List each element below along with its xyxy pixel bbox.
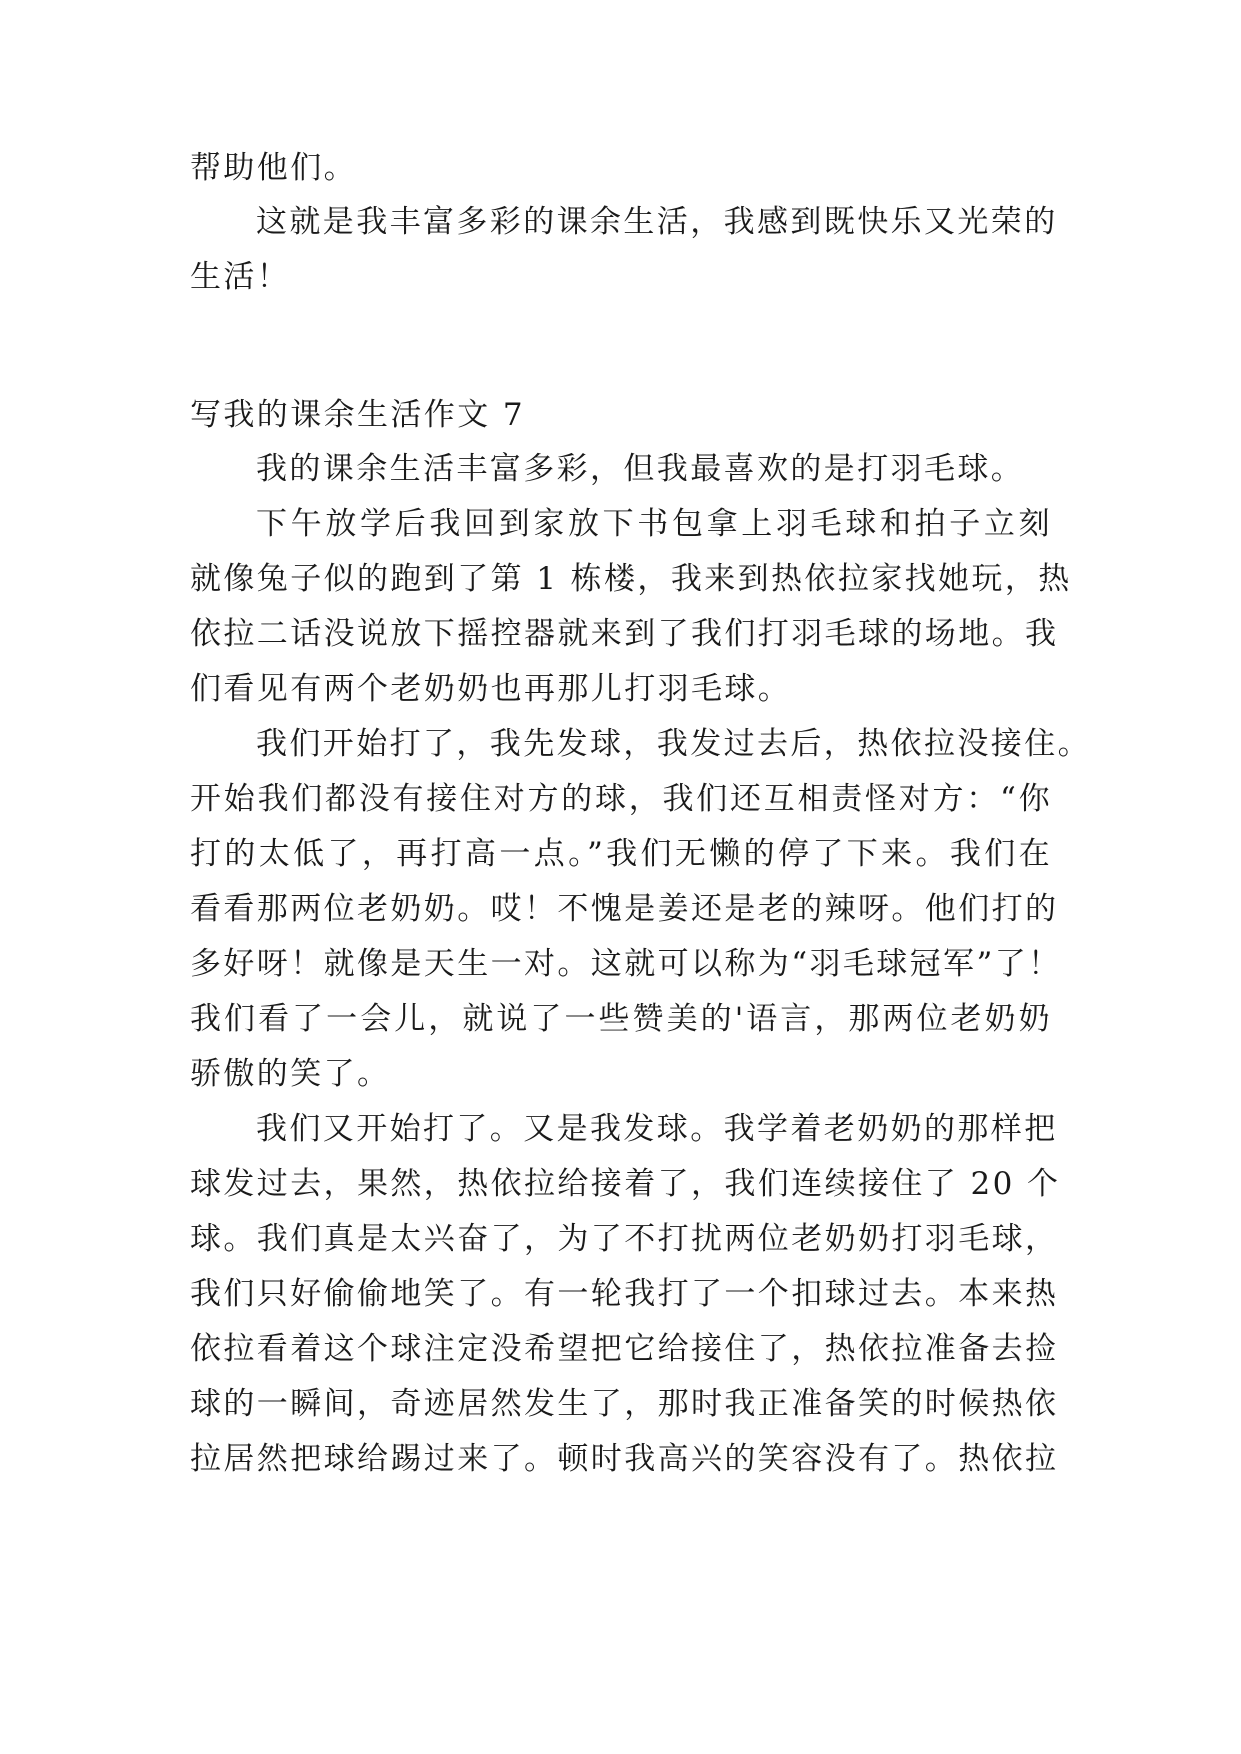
text-line: 打的太低了，再打高一点。”我们无懒的停了下来。我们在 <box>190 836 1052 872</box>
text-line: 们看见有两个老奶奶也再那儿打羽毛球。 <box>190 671 792 707</box>
text-line: 看看那两位老奶奶。哎！不愧是姜还是老的辣呀。他们打的 <box>190 891 1059 927</box>
section-heading: 写我的课余生活作文 7 <box>190 397 525 433</box>
text-line: 球。我们真是太兴奋了，为了不打扰两位老奶奶打羽毛球， <box>190 1221 1059 1257</box>
text-line: 就像兔子似的跑到了第 1 栋楼，我来到热依拉家找她玩，热 <box>190 561 1072 597</box>
text-line: 依拉看着这个球注定没希望把它给接住了，热依拉准备去捡 <box>190 1331 1059 1367</box>
text-line: 生活！ <box>190 259 291 295</box>
text-line: 我们只好偷偷地笑了。有一轮我打了一个扣球过去。本来热 <box>190 1276 1059 1312</box>
text-line: 依拉二话没说放下摇控器就来到了我们打羽毛球的场地。我 <box>190 616 1059 652</box>
text-line: 开始我们都没有接住对方的球，我们还互相责怪对方：“你 <box>190 781 1052 817</box>
text-line: 我们开始打了，我先发球，我发过去后，热依拉没接住。 <box>256 726 1091 762</box>
text-line: 我们又开始打了。又是我发球。我学着老奶奶的那样把 <box>256 1111 1058 1147</box>
text-line: 多好呀！就像是天生一对。这就可以称为“羽毛球冠军”了！ <box>190 946 1062 982</box>
text-line: 我的课余生活丰富多彩，但我最喜欢的是打羽毛球。 <box>256 451 1025 487</box>
text-line: 骄傲的笑了。 <box>190 1056 391 1092</box>
text-line: 我们看了一会儿，就说了一些赞美的'语言，那两位老奶奶 <box>190 1001 1052 1037</box>
text-line: 下午放学后我回到家放下书包拿上羽毛球和拍子立刻 <box>256 506 1052 542</box>
text-line: 帮助他们。 <box>190 150 357 186</box>
text-line: 球发过去，果然，热依拉给接着了，我们连续接住了 20 个 <box>190 1166 1061 1202</box>
text-line: 球的一瞬间，奇迹居然发生了，那时我正准备笑的时候热依 <box>190 1386 1059 1422</box>
text-line: 拉居然把球给踢过来了。顿时我高兴的笑容没有了。热依拉 <box>190 1441 1059 1477</box>
text-line: 这就是我丰富多彩的课余生活，我感到既快乐又光荣的 <box>256 204 1058 240</box>
